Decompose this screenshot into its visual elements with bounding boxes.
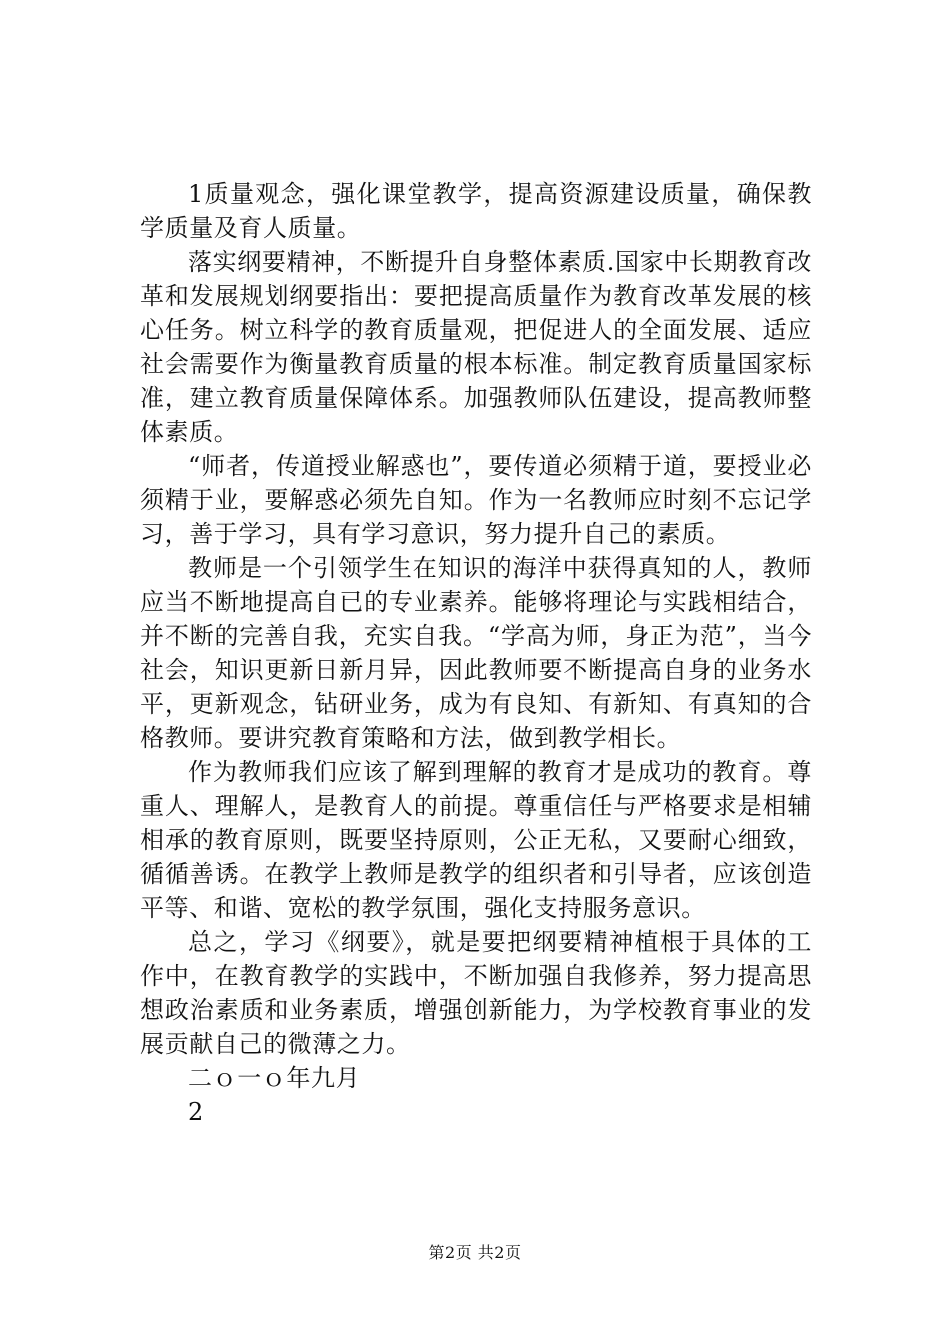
paragraph-implement-outline: 落实纲要精神，不断提升自身整体素质.国家中长期教育改革和发展规划纲要指出：要把提高质量作为教育改革发展的核心任务。树立科学的教育质量观，把促进人的全面发展、适应社会需要作为衡量教育质量的根本标准。制定教育质量国家标准，建立教育质量保障体系。加强教师队伍建设，提高教师整体素质。: [140, 248, 812, 446]
paragraph-conclusion: 总之，学习《纲要》，就是要把纲要精神植根于具体的工作中，在教育教学的实践中，不断加强自我修养，努力提高思想政治素质和业务素质，增强创新能力，为学校教育事业的发展贡献自己的微薄之力。: [140, 928, 812, 1058]
paragraph-number: 2: [188, 1098, 204, 1126]
paragraph-date: 二ｏ一ｏ年九月: [188, 1064, 361, 1092]
page-footer: 第2页 共2页: [428, 1243, 522, 1262]
paragraph-understanding-education: 作为教师我们应该了解到理解的教育才是成功的教育。尊重人、理解人，是教育人的前提。尊重信任与严格要求是相辅相承的教育原则，既要坚持原则，公正无私，又要耐心细致，循循善诱。在教学上教师是教学的组织者和引导者，应该创造平等、和谐、宽松的教学氛围，强化支持服务意识。: [140, 758, 812, 922]
document-body: [140, 177, 812, 1129]
paragraph-teacher-role: “师者，传道授业解惑也”，要传道必须精于道，要授业必须精于业，要解惑必须先自知。作为一名教师应时刻不忘记学习，善于学习，具有学习意识，努力提升自己的素质。: [140, 452, 812, 548]
paragraph-professional-growth: 教师是一个引领学生在知识的海洋中获得真知的人，教师应当不断地提高自已的专业素养。能够将理论与实践相结合，并不断的完善自我，充实自我。“学高为师，身正为范”，当今社会，知识更新日新月异，因此教师要不断提高自身的业务水平，更新观念，钻研业务，成为有良知、有新知、有真知的合格教师。要讲究教育策略和方法，做到教学相长。: [140, 554, 812, 752]
paragraph-quality-concept: 1质量观念，强化课堂教学，提高资源建设质量，确保教学质量及育人质量。: [140, 180, 812, 242]
